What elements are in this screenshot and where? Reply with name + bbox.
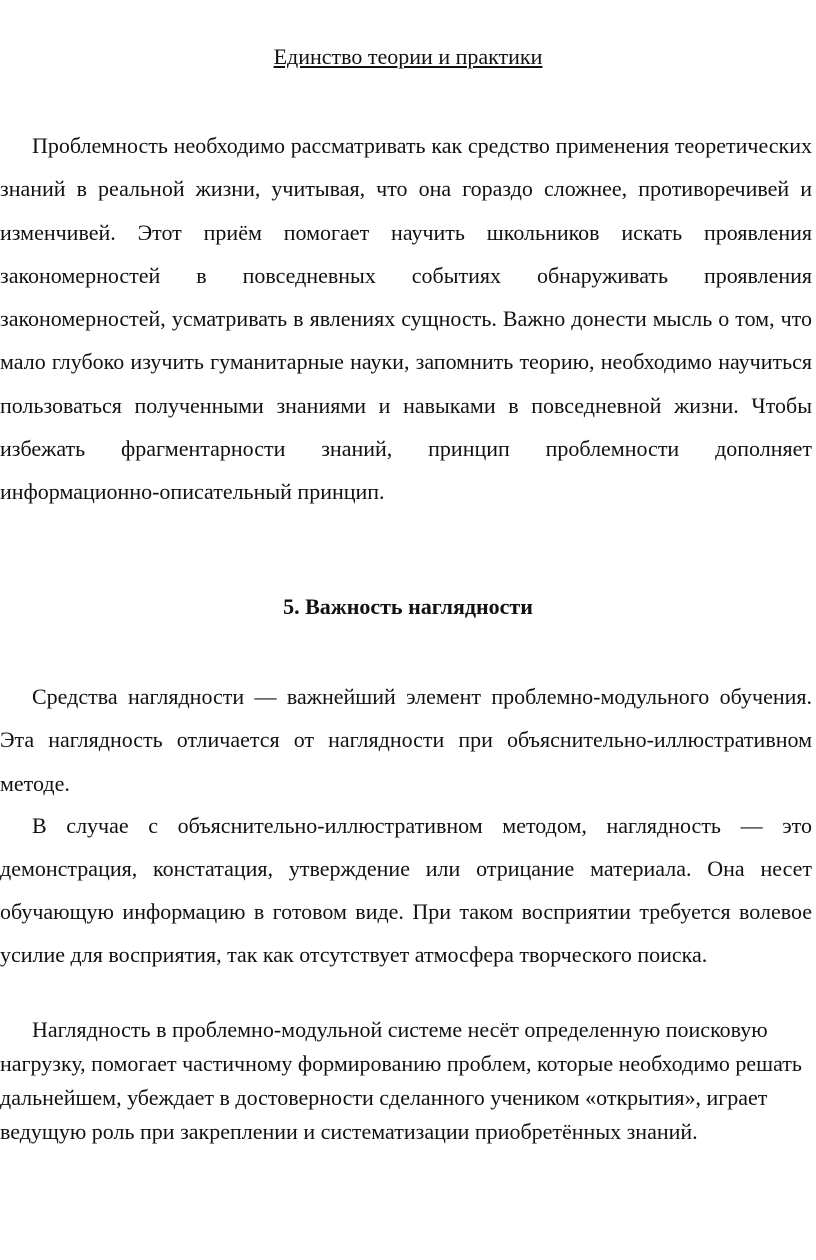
paragraph-visual-aids: Средства наглядности — важнейший элемент проблемно-модульного обучения. Эта наглядность отличается от наглядности при объяснительно-иллюстративном методе. [0, 684, 812, 796]
page-title: Единство теории и практики [273, 44, 543, 69]
paragraph-problem-approach: Проблемность необходимо рассматривать как средство применения теоретических знаний в реальной жизни, учитывая, что она гораздо сложнее, противоречивей и изменчивей. Этот приём помогает научить школьников искать проявления закономерностей в повседневных событиях обнаруживать проявления закономерностей, усматривать в явлениях сущность. Важно донести мысль о том, что мало глубоко изучить гуманитарные науки, запомнить теорию, необходимо научиться пользоваться полученными знаниями и навыками в повседневной жизни. Чтобы избежать фрагментарности знаний, принцип проблемности дополняет информационно-описательный принцип. [0, 133, 812, 505]
paragraph-modular-system: Наглядность в проблемно-модульной системе несёт определенную поисковую нагрузку, помогает частичному формированию проблем, которые необходимо решать дальнейшем, убеждает в достоверности сделанного учеником «открытия», играет ведущую роль при закреплении и систематизации приобретённых знаний. [0, 1017, 802, 1144]
paragraph-explanatory-method: В случае с объяснительно-иллюстративном методом, наглядность — это демонстрация, констатация, утверждение или отрицание материала. Она несет обучающую информацию в готовом виде. При таком восприятии требуется волевое усилие для восприятия, так как отсутствует атмосфера творческого поиска. [0, 813, 812, 967]
section-heading: 5. Важность наглядности [283, 594, 533, 619]
